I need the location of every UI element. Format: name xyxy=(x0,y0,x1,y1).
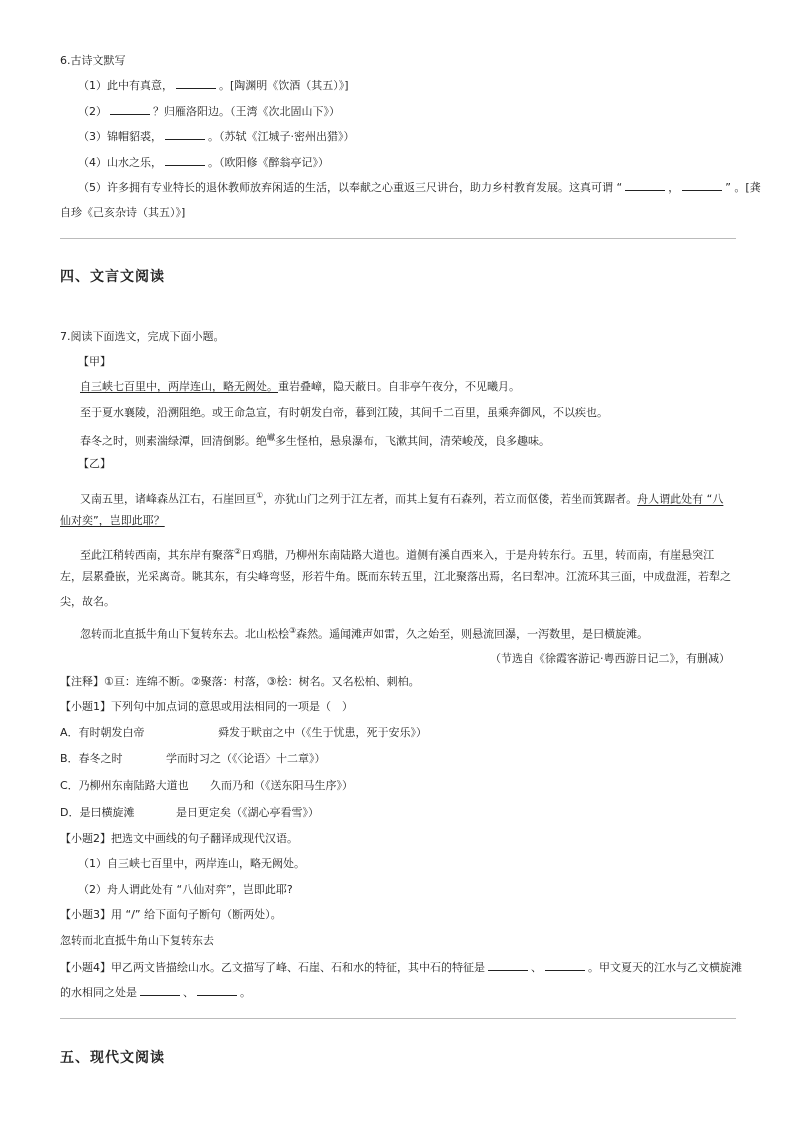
answer-blank[interactable] xyxy=(165,156,205,166)
sub-question-3-sentence: 忽转而北直抵牛角山下复转东去 xyxy=(60,934,214,947)
passage-yi-line-4: 左，层累叠嵌，光采离奇。眺其东，有尖峰弯竖，形若牛角。既而东转五里，江北聚落出焉，名曰犁冲。江流环其三面，中成盘涯，若犁之 xyxy=(60,570,731,583)
option-b[interactable]: B．春冬之时 学而时习之（《〈论语〉十二章》） xyxy=(60,752,326,765)
passage-jia-line-1: 自三峡七百里中，两岸连山，略无阙处。重岩叠嶂，隐天蔽日。自非亭午夜分，不见曦月。 xyxy=(80,380,520,393)
answer-blank[interactable] xyxy=(545,961,585,971)
q6-title: 6.古诗文默写 xyxy=(60,54,126,67)
q6-item-3: （3）锦帽貂裘， 。（苏轼《江城子·密州出猎》） xyxy=(78,130,355,143)
option-a[interactable]: A．有时朝发白帝 舜发于畎亩之中（《生于忧患，死于安乐》） xyxy=(60,726,427,739)
answer-blank[interactable] xyxy=(625,181,665,191)
divider xyxy=(60,1018,736,1019)
q7-title: 7.阅读下面选文，完成下面小题。 xyxy=(60,330,225,343)
passage-yi-line-2: 仙对奕”，岂即此耶？ xyxy=(60,514,165,527)
sub-question-4-cont: 的水相同之处是 、 。 xyxy=(60,986,251,999)
passage-yi-line-1: 又南五里，诸峰森丛江右，石崖回亘①，亦犹山门之列于江左者，而其上复有石森列，若立而伛偻，若坐而箕踞者。舟人谓此处有 “八 xyxy=(80,491,724,506)
passage-yi-label: 【乙】 xyxy=(78,457,111,470)
passage-yi-line-3: 至此江稍转西南，其东岸有聚落②日鸡腊，乃柳州东南陆路大道也。道侧有溪自西来入，于是舟转东行。五里，转而南，有崖悬突江 xyxy=(80,547,715,562)
passage-yi-line-6: 忽转而北直抵牛角山下复转东去。北山松桧③森然。遥闻滩声如雷，久之始至，则悬流回瀑，一泻数里，是曰横旋滩。 xyxy=(80,626,649,641)
answer-blank[interactable] xyxy=(176,79,216,89)
passage-jia-line-2: 至于夏水襄陵，沿溯阻绝。或王命急宣，有时朝发白帝，暮到江陵，其间千二百里，虽乘奔御风，不以疾也。 xyxy=(80,406,608,419)
answer-blank[interactable] xyxy=(682,181,722,191)
divider xyxy=(60,238,736,239)
q6-item-1: （1）此中有真意， 。[陶渊明《饮酒（其五）》] xyxy=(78,79,349,92)
q6-item-5: （5）许多拥有专业特长的退休教师放弃闲适的生活，以奉献之心重返三尺讲台，助力乡村教育发展。这真可谓 “ ， ” 。[龚 xyxy=(78,181,761,194)
passage-source: （节选自《徐霞客游记·粤西游日记二》，有删减） xyxy=(490,652,730,665)
section-4-heading: 四、文言文阅读 xyxy=(60,269,165,285)
passage-jia-label: 【甲】 xyxy=(78,355,111,368)
answer-blank[interactable] xyxy=(110,105,150,115)
answer-blank[interactable] xyxy=(197,986,237,996)
answer-blank[interactable] xyxy=(488,961,528,971)
option-c[interactable]: C．乃柳州东南陆路大道也 久而乃和（《送东阳马生序》） xyxy=(60,779,353,792)
sub-question-1: 【小题1】下列句中加点词的意思或用法相同的一项是（ ） xyxy=(60,700,353,713)
answer-blank[interactable] xyxy=(140,986,180,996)
sub-question-2: 【小题2】把选文中画线的句子翻译成现代汉语。 xyxy=(60,832,298,845)
passage-jia-line-3: 春冬之时，则素湍绿潭，回清倒影。绝$^𪩘$多生怪柏，悬泉瀑布，飞漱其间，清荣峻茂，良多趣味。 xyxy=(80,433,550,448)
q6-item-4: （4）山水之乐， 。（欧阳修《醉翁亭记》） xyxy=(78,156,329,169)
section-5-heading: 五、现代文阅读 xyxy=(60,1050,165,1066)
sub-question-2-item-1: （1）自三峡七百里中，两岸连山，略无阙处。 xyxy=(78,857,305,870)
answer-blank[interactable] xyxy=(165,130,205,140)
sub-question-4: 【小题4】甲乙两文皆描绘山水。乙文描写了峰、石崖、石和水的特征，其中石的特征是 、 。甲文夏天的江水与乙文横旋滩 xyxy=(60,961,742,974)
annotation-note: 【注释】①亘：连绵不断。②聚落：村落，③桧：树名。又名松柏、刺柏。 xyxy=(60,675,420,688)
sub-question-2-item-2: （2）舟人谓此处有 “八仙对弈”，岂即此耶? xyxy=(78,883,293,896)
passage-yi-line-5: 尖，故名。 xyxy=(60,595,115,608)
option-d[interactable]: D．是曰横旋滩 是日更定矣（《湖心亭看雪》） xyxy=(60,806,319,819)
q6-item-2: （2） ？归雁洛阳边。（王湾《次北固山下》） xyxy=(78,105,340,118)
sub-question-3: 【小题3】用 “/” 给下面句子断句（断两处）。 xyxy=(60,908,282,921)
q6-item-5-cont: 自珍《己亥杂诗（其五）》] xyxy=(60,206,186,219)
